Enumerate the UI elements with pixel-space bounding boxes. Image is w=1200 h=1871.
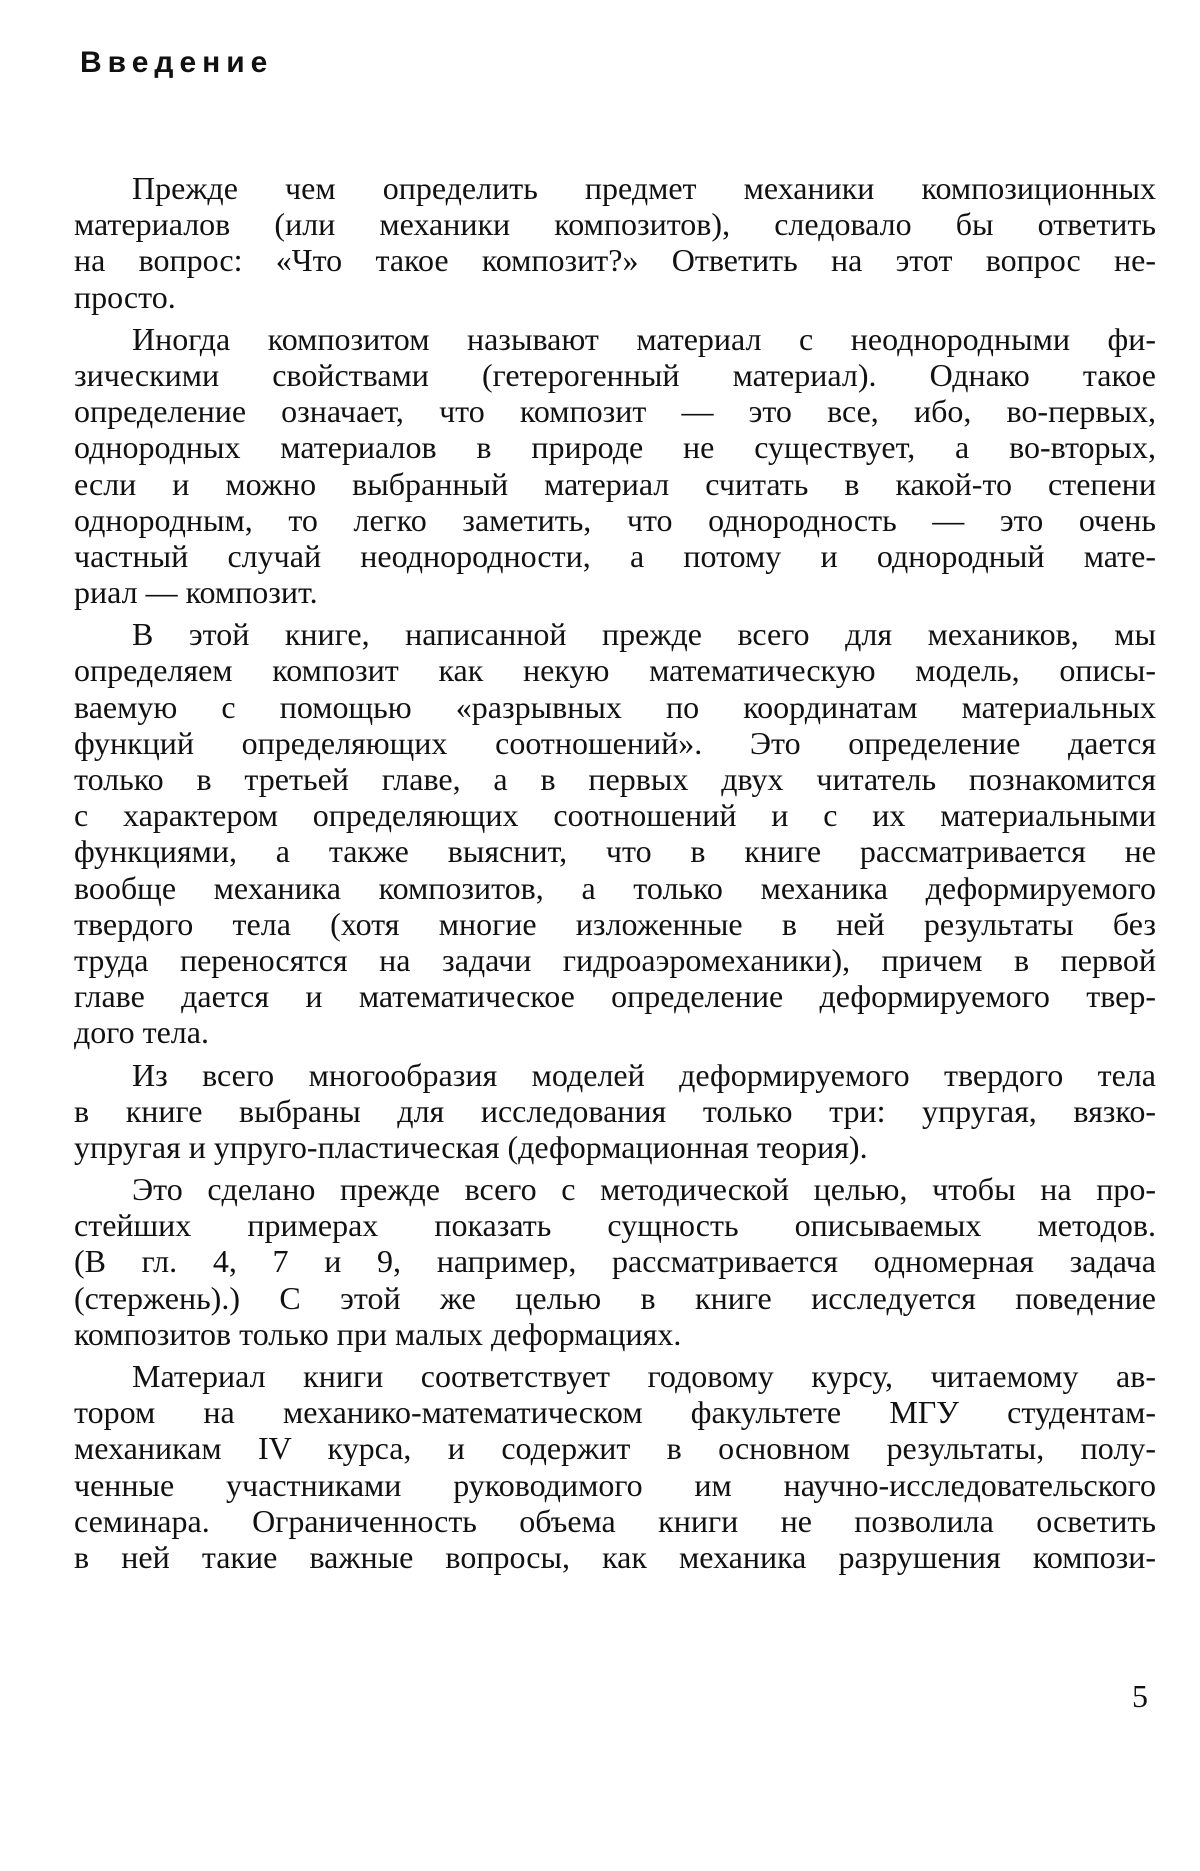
text-line: главе дается и математическое определение деформируемого твер- <box>74 978 1156 1015</box>
text-line: механикам IV курса, и содержит в основном результаты, полу- <box>74 1430 1156 1467</box>
text-line: тором на механико-математическом факультете МГУ студентам- <box>74 1394 1156 1431</box>
text-line: риал — композит. <box>74 574 318 611</box>
text-line: Из всего многообразия моделей деформируемого твердого тела <box>132 1056 1156 1093</box>
text-line: функций определяющих соотношений». Это определение дается <box>74 724 1156 761</box>
text-line: ваемую с помощью «разрывных по координатам материальных <box>74 688 1156 725</box>
text-line: композитов только при малых деформациях. <box>74 1315 682 1352</box>
text-line: однородных материалов в природе не существует, а во-вторых, <box>74 429 1156 466</box>
text-line: зическими свойствами (гетерогенный материал). Однако такое <box>74 356 1156 393</box>
text-line: Материал книги соответствует годовому курсу, читаемому ав- <box>132 1358 1156 1394</box>
text-line: ченные участниками руководимого им научно-исследовательского <box>74 1466 1156 1503</box>
text-line: на вопрос: «Что такое композит?» Ответить на этот вопрос не- <box>74 242 1156 279</box>
text-line: просто. <box>74 278 176 315</box>
text-line: определяем композит как некую математическую модель, описы- <box>74 652 1156 689</box>
text-line: (стержень).) С этой же целью в книге исследуется поведение <box>74 1279 1156 1316</box>
text-line: частный случай неоднородности, а потому и однородный мате- <box>74 537 1156 574</box>
paragraph <box>74 170 1156 315</box>
page-heading: Введение <box>80 46 274 79</box>
paragraph <box>74 1057 1156 1166</box>
text-line: (В гл. 4, 7 и 9, например, рассматривается одномерная задача <box>74 1243 1156 1280</box>
text-line: Иногда композитом называют материал с неоднородными фи- <box>132 320 1156 357</box>
page-number: 5 <box>1132 1678 1148 1714</box>
text-line: однородным, то легко заметить, что однородность — это очень <box>74 501 1156 538</box>
text-line: определение означает, что композит — это все, ибо, во-первых, <box>74 393 1156 430</box>
paragraph <box>74 1171 1156 1352</box>
text-line: если и можно выбранный материал считать в какой-то степени <box>74 465 1156 502</box>
text-line: функциями, а также выяснит, что в книге рассматривается не <box>74 833 1156 870</box>
paragraph <box>74 616 1156 1050</box>
text-line: семинара. Ограниченность объема книги не позволила осветить <box>74 1502 1156 1539</box>
text-line: вообще механика композитов, а только механика деформируемого <box>74 869 1156 906</box>
text-line: в ней такие важные вопросы, как механика разрушения компози- <box>74 1538 1156 1575</box>
text-line: Прежде чем определить предмет механики композиционных <box>132 170 1156 206</box>
text-line: в книге выбраны для исследования только три: упругая, вязко- <box>74 1092 1156 1129</box>
text-line: упругая и упруго-пластическая (деформационная теория). <box>74 1128 868 1165</box>
body-text <box>74 170 1156 1575</box>
text-line: дого тела. <box>74 1014 209 1051</box>
text-line: труда переносятся на задачи гидроаэромеханики), причем в первой <box>74 941 1156 978</box>
paragraph <box>74 321 1156 611</box>
text-line: стейших примерах показать сущность описываемых методов. <box>74 1207 1156 1244</box>
text-line: только в третьей главе, а в первых двух читатель познакомится <box>74 761 1156 797</box>
text-line: материалов (или механики композитов), следовало бы ответить <box>74 206 1156 243</box>
text-line: твердого тела (хотя многие изложенные в ней результаты без <box>74 905 1156 942</box>
text-line: Это сделано прежде всего с методической целью, чтобы на про- <box>132 1171 1156 1208</box>
text-line: с характером определяющих соотношений и с их материальными <box>74 797 1156 834</box>
paragraph <box>74 1358 1156 1575</box>
text-line: В этой книге, написанной прежде всего для механиков, мы <box>132 616 1156 653</box>
